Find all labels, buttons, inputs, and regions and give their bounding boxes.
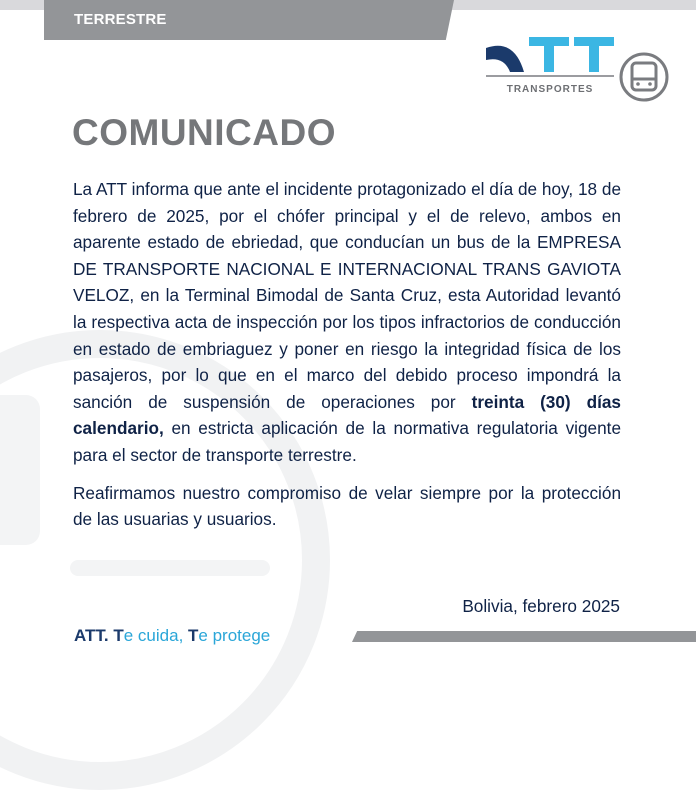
body-text-end: en estricta aplicación de la normativa regulatoria vigente para el sector de transporte terrestre.: [73, 418, 621, 465]
slogan: [74, 626, 270, 646]
body-text-emphasis: treinta (30) días calendario,: [73, 391, 621, 439]
body-paragraph-1: [73, 176, 621, 469]
body-paragraph-2: Reafirmamos nuestro compromiso de velar siempre por la protección de las usuarias y usuarios.: [73, 482, 621, 530]
body-text-start: La ATT informa que ante el incidente protagonizado el día de hoy, 18 de febrero de 2025, por el chófer principal y el de relevo, ambos en aparente estado de ebriedad, que conducían un bus de la EMPRESA DE TRANSPORTE NACIONAL E INTERNACIONAL TRANS GAVIOTA VELOZ, en la Terminal Bimodal de Santa Cruz, esta Autoridad levantó la respectiva acta de inspección por los tipos infractorios de conducción en estado de embriaguez y poner en riesgo la integridad física de los pasajeros, por lo que en el marco del debido proceso impondrá la sanción de suspensión de operaciones por: [73, 179, 621, 412]
section-label: TERRESTRE: [74, 11, 167, 28]
place-date: Bolivia, febrero 2025: [462, 596, 620, 616]
slogan-letter-t2: T: [188, 626, 199, 645]
slogan-brand: ATT.: [74, 626, 109, 645]
background-bus-graphic: [0, 395, 40, 545]
att-transportes-logo: [484, 34, 672, 104]
att-logo-mark: [486, 37, 614, 72]
background-bus-graphic-bar: [70, 560, 270, 576]
slogan-text-2: e protege: [198, 626, 271, 645]
logo-subtitle: TRANSPORTES: [506, 84, 594, 95]
bus-icon: [621, 54, 667, 100]
communique-body: [73, 176, 621, 544]
footer-bar: [352, 631, 696, 642]
slogan-text-1: e cuida,: [123, 626, 184, 645]
page-title: COMUNICADO: [72, 112, 336, 153]
slogan-letter-t1: T: [113, 626, 124, 645]
